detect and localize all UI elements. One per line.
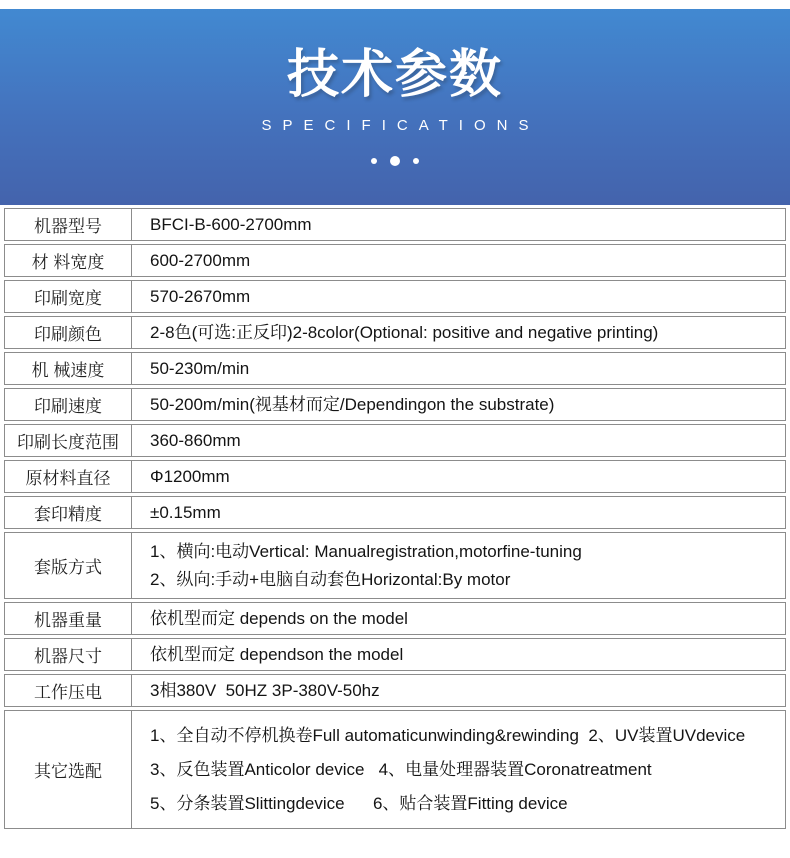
spec-value [132,317,785,348]
table-row [4,244,786,277]
table-row [4,460,786,493]
spec-value-line: BFCI-B-600-2700mm [150,215,312,234]
spec-value-line: 570-2670mm [150,287,251,306]
spec-value [132,639,785,670]
table-row [4,710,786,829]
spec-value-line: 3、反色装置Anticolor device 4、电量处理器装置Coronatreatment [150,760,652,779]
dot-icon [413,158,419,164]
spec-value [132,533,785,598]
table-row [4,316,786,349]
spec-label: 套印精度 [5,497,132,528]
spec-label: 材 料宽度 [5,245,132,276]
spec-label: 印刷宽度 [5,281,132,312]
spec-value-line: 1、全自动不停机换卷Full automaticunwinding&rewinding 2、UV装置UVdevice [150,726,746,745]
dot-icon [371,158,377,164]
spec-label: 机器尺寸 [5,639,132,670]
spec-value-line: 50-200m/min(视基材而定/Dependingon the substrate) [150,395,555,414]
header-banner [0,9,790,205]
spec-label: 原材料直径 [5,461,132,492]
spec-value [132,425,785,456]
spec-value [132,603,785,634]
table-row [4,280,786,313]
spec-value-line: 600-2700mm [150,251,251,270]
spec-value-line: 50-230m/min [150,359,250,378]
spec-value [132,675,785,706]
spec-label: 机器重量 [5,603,132,634]
page-title: 技术参数 [286,46,503,104]
spec-value [132,281,785,312]
spec-table [4,208,786,829]
table-row [4,602,786,635]
spec-value [132,497,785,528]
table-row [4,674,786,707]
spec-value [132,353,785,384]
table-row [4,496,786,529]
spec-label: 其它选配 [5,711,132,828]
spec-value [132,209,785,240]
spec-value-line: 1、横向:电动Vertical: Manualregistration,motorfine-tuning [150,542,582,561]
spec-label: 印刷速度 [5,389,132,420]
table-row [4,352,786,385]
table-row [4,424,786,457]
spec-value-line: ±0.15mm [150,503,221,522]
decorative-dots [0,156,790,166]
spec-value [132,711,785,828]
spec-sheet-page [0,9,790,858]
spec-label: 套版方式 [5,533,132,598]
spec-label: 印刷颜色 [5,317,132,348]
spec-label: 机器型号 [5,209,132,240]
spec-value [132,389,785,420]
page-subtitle: SPECIFICATIONS [261,117,540,134]
table-row [4,388,786,421]
spec-value-line: 360-860mm [150,431,241,450]
table-row [4,208,786,241]
table-row [4,638,786,671]
spec-value [132,245,785,276]
spec-value-line: 依机型而定 dependson the model [150,645,404,664]
spec-label: 工作压电 [5,675,132,706]
spec-label: 印刷长度范围 [5,425,132,456]
spec-value-line: 2-8色(可选:正反印)2-8color(Optional: positive and negative printing) [150,323,659,342]
dot-icon [390,156,400,166]
spec-value [132,461,785,492]
spec-value-line: 2、纵向:手动+电脑自动套色Horizontal:By motor [150,570,511,589]
table-row [4,532,786,599]
spec-label: 机 械速度 [5,353,132,384]
spec-value-line: 依机型而定 depends on the model [150,609,408,628]
spec-value-line: 3相380V 50HZ 3P-380V-50hz [150,681,380,700]
spec-value-line: 5、分条装置Slittingdevice 6、贴合装置Fitting device [150,794,568,813]
spec-value-line: Φ1200mm [150,467,230,486]
